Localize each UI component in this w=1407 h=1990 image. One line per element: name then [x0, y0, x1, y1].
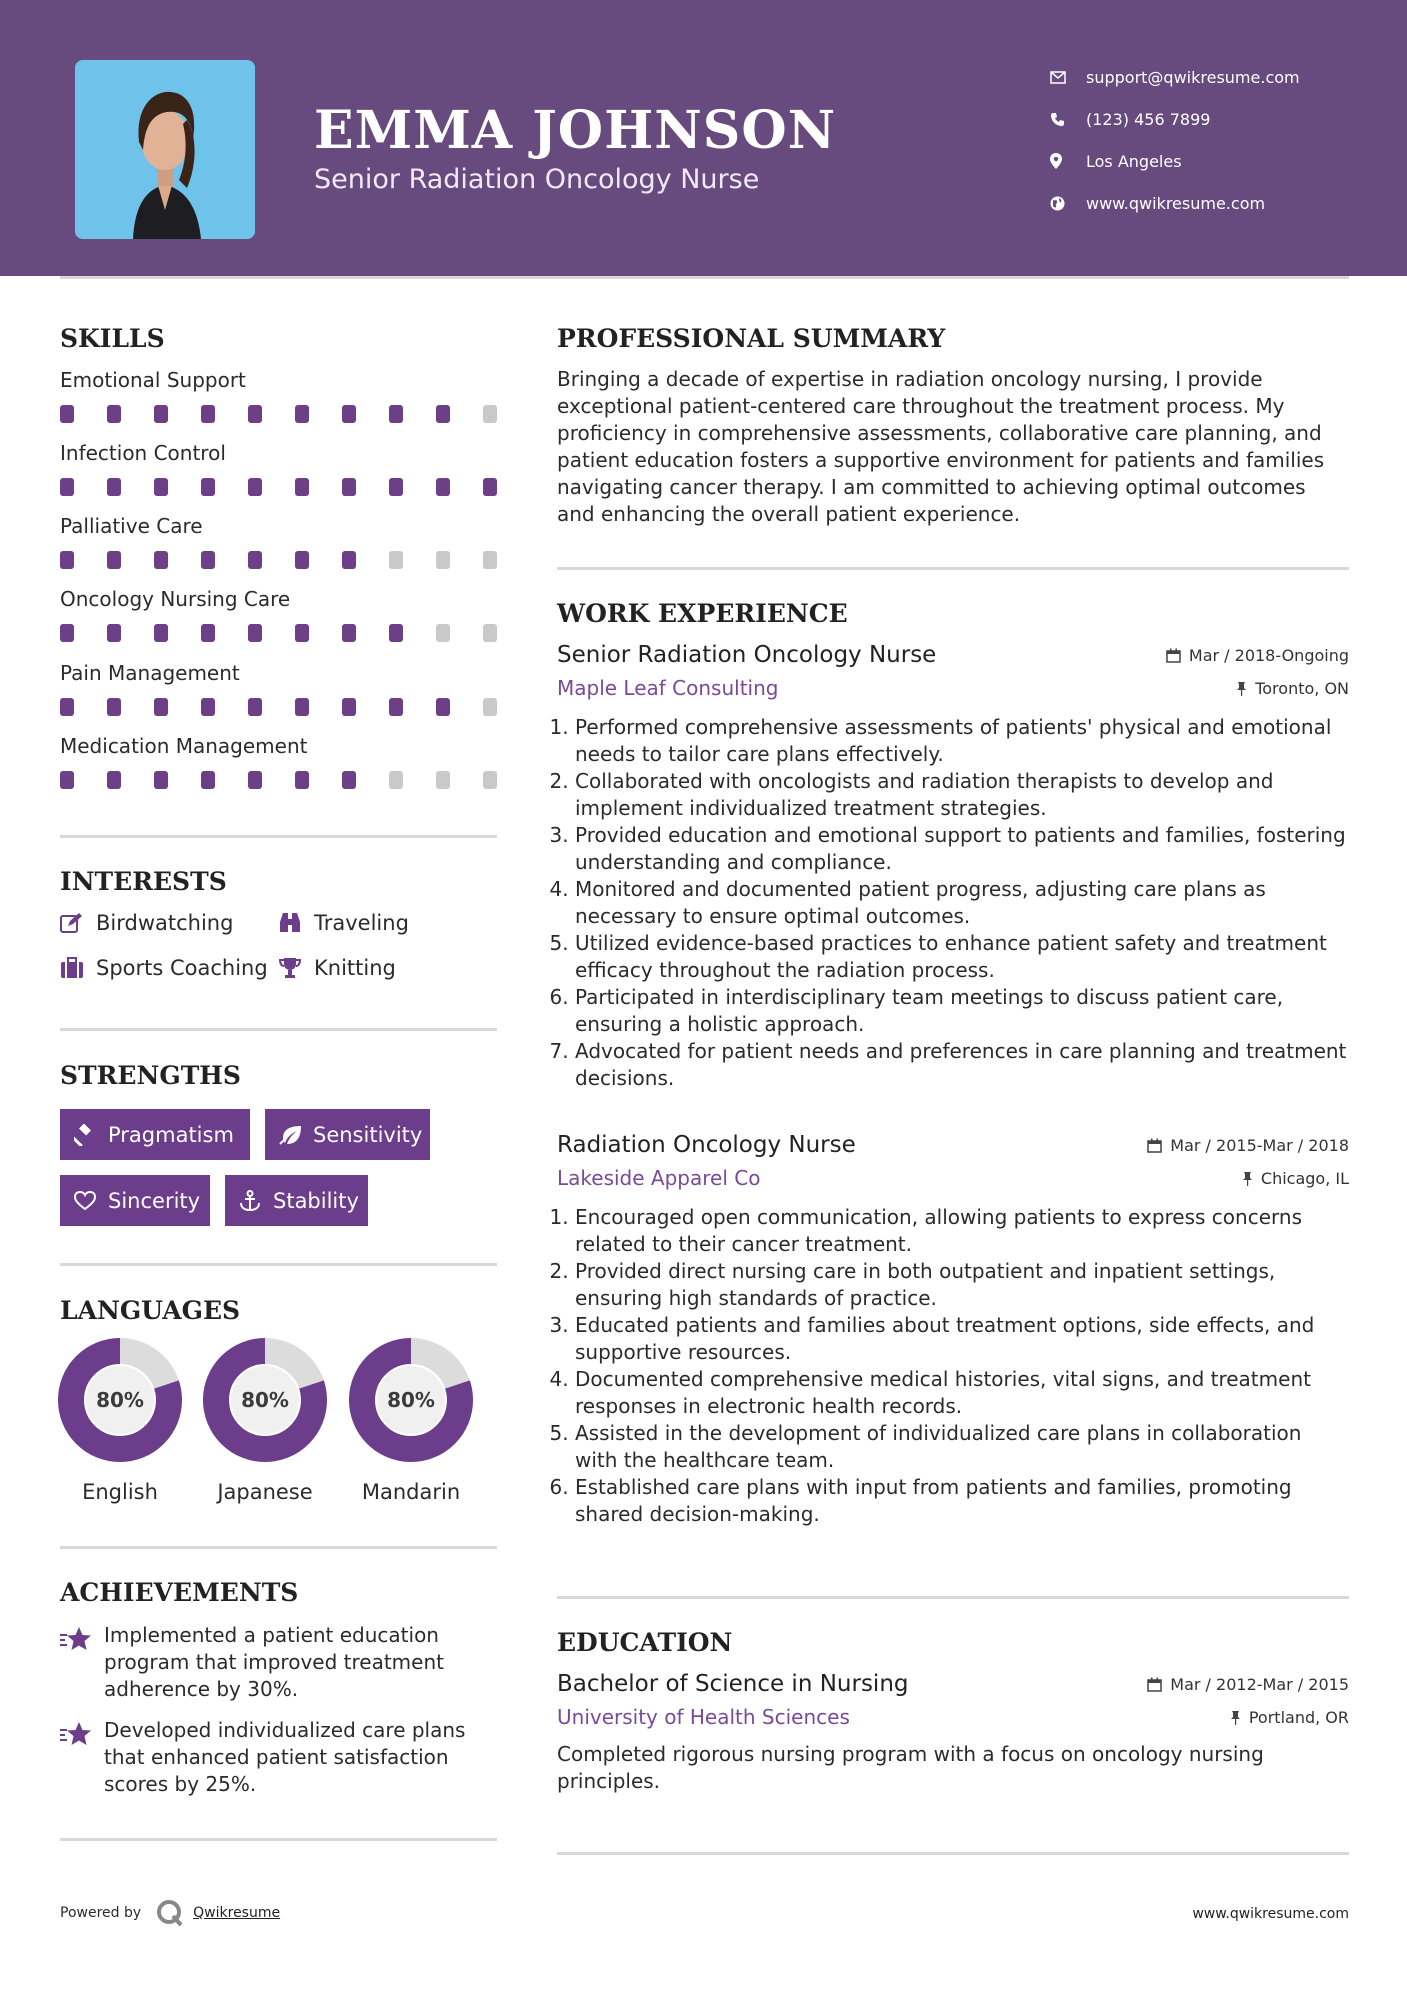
strength-badge: Sensitivity: [265, 1109, 430, 1160]
degree-title: Bachelor of Science in Nursing: [557, 1671, 909, 1697]
briefcase-icon: [60, 957, 96, 979]
trophy-icon: [278, 957, 314, 979]
rating-dot: [60, 771, 74, 789]
rating-dot: [342, 551, 356, 569]
rating-dot: [342, 771, 356, 789]
contact-location[interactable]: Los Angeles: [1050, 140, 1300, 182]
resume-header: [0, 0, 1407, 276]
contact-phone[interactable]: (123) 456 7899: [1050, 98, 1300, 140]
rating-dot: [154, 478, 168, 496]
rating-dot: [154, 698, 168, 716]
star-icon: [60, 1717, 104, 1798]
rating-dot: [60, 551, 74, 569]
leaf-icon: [279, 1125, 313, 1145]
footer-website[interactable]: www.qwikresume.com: [1192, 1906, 1349, 1922]
job-bullet: 1. Performed comprehensive assessments of patients' physical and emotional needs to tailor care plans effectively.: [575, 714, 1349, 768]
job-bullet: 1. Encouraged open communication, allowing patients to express concerns related to their cancer treatment.: [575, 1204, 1349, 1258]
job-location: Toronto, ON: [1236, 679, 1349, 698]
education-dates: Mar / 2012-Mar / 2015: [1147, 1675, 1349, 1694]
skill-name: Emotional Support: [60, 368, 246, 392]
education-heading: EDUCATION: [557, 1628, 733, 1657]
rating-dot: [60, 478, 74, 496]
section-divider: [60, 1838, 497, 1841]
rating-dot: [201, 551, 215, 569]
job-bullet: 5. Utilized evidence-based practices to enhance patient safety and treatment efficacy throughout the radiation process.: [575, 930, 1349, 984]
job-bullet: 2. Collaborated with oncologists and radiation therapists to develop and implement individualized treatment strategies.: [575, 768, 1349, 822]
phone-icon: [1050, 112, 1086, 127]
rating-dot: [483, 624, 497, 642]
rating-dot: [295, 771, 309, 789]
skill-rating: [60, 478, 500, 496]
education-entry: [557, 1671, 1349, 1795]
pushpin-icon: [1242, 1171, 1253, 1186]
anchor-icon: [239, 1190, 273, 1212]
rating-dot: [483, 551, 497, 569]
rating-dot: [295, 405, 309, 423]
rating-dot: [248, 551, 262, 569]
section-divider: [557, 1852, 1349, 1855]
rating-dot: [295, 698, 309, 716]
rating-dot: [342, 478, 356, 496]
achievement-item: Implemented a patient education program that improved treatment adherence by 30%.: [60, 1622, 500, 1703]
achievements-heading: ACHIEVEMENTS: [60, 1578, 299, 1607]
job-entry: [557, 1132, 1349, 1528]
rating-dot: [201, 771, 215, 789]
gavel-icon: [74, 1124, 108, 1146]
rating-dot: [342, 698, 356, 716]
interest-item: Traveling: [278, 911, 409, 935]
skill-rating: [60, 771, 500, 789]
rating-dot: [107, 551, 121, 569]
job-title: Radiation Oncology Nurse: [557, 1132, 856, 1158]
rating-dot: [483, 698, 497, 716]
rating-dot: [248, 405, 262, 423]
summary-text: Bringing a decade of expertise in radiation oncology nursing, I provide exceptional patient-centered care throughout the treatment process. My proficiency in comprehensive assessments, collaborative care planning, and patient education fosters a supportive environment for patients and families navigating cancer therapy. I am committed to achieving optimal outcomes and enhancing the overall patient experience.: [557, 367, 1325, 526]
job-bullet: 6. Participated in interdisciplinary team meetings to discuss patient care, ensuring a holistic approach.: [575, 984, 1349, 1038]
job-company: Maple Leaf Consulting: [557, 676, 779, 700]
education-location: Portland, OR: [1230, 1708, 1349, 1727]
rating-dot: [248, 771, 262, 789]
pencil-square-icon: [60, 912, 96, 934]
interest-item: Knitting: [278, 956, 396, 980]
rating-dot: [436, 624, 450, 642]
job-entry: [557, 642, 1349, 1092]
language-item: [58, 1338, 182, 1504]
rating-dot: [483, 771, 497, 789]
rating-dot: [342, 624, 356, 642]
rating-dot: [154, 624, 168, 642]
job-bullets: [557, 1204, 1349, 1528]
rating-dot: [154, 771, 168, 789]
rating-dot: [201, 624, 215, 642]
rating-dot: [248, 698, 262, 716]
footer-powered-by: Powered by Qwikresume: [60, 1898, 280, 1928]
rating-dot: [389, 624, 403, 642]
star-icon: [60, 1622, 104, 1703]
skill-rating: [60, 624, 500, 642]
language-item: [203, 1338, 327, 1504]
header-divider: [60, 276, 1349, 279]
calendar-icon: [1166, 648, 1181, 663]
language-percent: 80%: [241, 1388, 289, 1412]
qwikresume-logo-icon: [155, 1898, 185, 1928]
language-item: [349, 1338, 473, 1504]
language-name: Mandarin: [361, 1480, 461, 1504]
candidate-name: EMMA JOHNSON: [314, 100, 837, 161]
summary-heading: PROFESSIONAL SUMMARY: [557, 324, 946, 353]
rating-dot: [295, 551, 309, 569]
rating-dot: [107, 478, 121, 496]
interests-heading: INTERESTS: [60, 867, 227, 896]
job-bullets: [557, 714, 1349, 1092]
job-dates: Mar / 2015-Mar / 2018: [1147, 1136, 1349, 1155]
job-bullet: 2. Provided direct nursing care in both outpatient and inpatient settings, ensuring high standards of practice.: [575, 1258, 1349, 1312]
job-company: Lakeside Apparel Co: [557, 1166, 761, 1190]
strength-badge: Sincerity: [60, 1175, 210, 1226]
section-divider: [60, 1546, 497, 1549]
skill-name: Medication Management: [60, 734, 308, 758]
globe-icon: [1050, 196, 1086, 211]
pushpin-icon: [1230, 1710, 1241, 1725]
contact-website[interactable]: www.qwikresume.com: [1050, 182, 1300, 224]
rating-dot: [201, 478, 215, 496]
skills-heading: SKILLS: [60, 324, 165, 353]
rating-dot: [436, 551, 450, 569]
rating-dot: [436, 405, 450, 423]
language-percent: 80%: [96, 1388, 144, 1412]
rating-dot: [60, 405, 74, 423]
rating-dot: [248, 624, 262, 642]
rating-dot: [436, 698, 450, 716]
section-divider: [557, 1596, 1349, 1599]
section-divider: [60, 1263, 497, 1266]
job-bullet: 6. Established care plans with input from patients and families, promoting shared decision-making.: [575, 1474, 1349, 1528]
interest-item: Sports Coaching: [60, 956, 268, 980]
languages-heading: LANGUAGES: [60, 1296, 241, 1325]
language-name: English: [82, 1480, 158, 1504]
school-name: University of Health Sciences: [557, 1705, 850, 1729]
section-divider: [60, 1028, 497, 1031]
rating-dot: [389, 551, 403, 569]
language-percent: 80%: [387, 1388, 435, 1412]
job-bullet: 4. Documented comprehensive medical histories, vital signs, and treatment responses in electronic health records.: [575, 1366, 1349, 1420]
binoculars-icon: [278, 912, 314, 934]
profile-photo: [75, 60, 255, 239]
rating-dot: [483, 405, 497, 423]
calendar-icon: [1147, 1138, 1162, 1153]
rating-dot: [389, 405, 403, 423]
rating-dot: [295, 624, 309, 642]
rating-dot: [389, 478, 403, 496]
interest-item: Birdwatching: [60, 911, 233, 935]
rating-dot: [107, 771, 121, 789]
qwikresume-link[interactable]: Qwikresume: [193, 1905, 281, 1921]
rating-dot: [248, 478, 262, 496]
skill-name: Infection Control: [60, 441, 226, 465]
achievement-item: Developed individualized care plans that enhanced patient satisfaction scores by 25%.: [60, 1717, 500, 1798]
candidate-title: Senior Radiation Oncology Nurse: [314, 164, 760, 195]
skill-name: Palliative Care: [60, 514, 203, 538]
job-bullet: 3. Educated patients and families about treatment options, side effects, and supportive resources.: [575, 1312, 1349, 1366]
job-bullet: 7. Advocated for patient needs and preferences in care planning and treatment decisions.: [575, 1038, 1349, 1092]
experience-heading: WORK EXPERIENCE: [557, 599, 848, 628]
rating-dot: [483, 478, 497, 496]
job-bullet: 4. Monitored and documented patient progress, adjusting care plans as necessary to ensure optimal outcomes.: [575, 876, 1349, 930]
job-bullet: 5. Assisted in the development of individualized care plans in collaboration with the healthcare team.: [575, 1420, 1349, 1474]
rating-dot: [60, 624, 74, 642]
skill-name: Pain Management: [60, 661, 240, 685]
skill-name: Oncology Nursing Care: [60, 587, 291, 611]
strength-badge: Pragmatism: [60, 1109, 250, 1160]
job-bullet: 3. Provided education and emotional support to patients and families, fostering understanding and compliance.: [575, 822, 1349, 876]
education-description: Completed rigorous nursing program with a focus on oncology nursing principles.: [557, 1742, 1264, 1793]
strengths-heading: STRENGTHS: [60, 1061, 241, 1090]
rating-dot: [107, 698, 121, 716]
rating-dot: [107, 624, 121, 642]
pushpin-icon: [1236, 681, 1247, 696]
rating-dot: [389, 698, 403, 716]
skill-rating: [60, 698, 500, 716]
rating-dot: [295, 478, 309, 496]
map-pin-icon: [1050, 153, 1086, 169]
rating-dot: [436, 771, 450, 789]
contact-info: [1050, 56, 1300, 224]
skill-rating: [60, 405, 500, 423]
rating-dot: [436, 478, 450, 496]
strength-badge: Stability: [225, 1175, 368, 1226]
job-title: Senior Radiation Oncology Nurse: [557, 642, 937, 668]
rating-dot: [342, 405, 356, 423]
skill-rating: [60, 551, 500, 569]
job-dates: Mar / 2018-Ongoing: [1166, 646, 1349, 665]
rating-dot: [107, 405, 121, 423]
rating-dot: [154, 551, 168, 569]
envelope-icon: [1050, 71, 1086, 84]
contact-email[interactable]: support@qwikresume.com: [1050, 56, 1300, 98]
rating-dot: [154, 405, 168, 423]
job-location: Chicago, IL: [1242, 1169, 1349, 1188]
calendar-icon: [1147, 1677, 1162, 1692]
rating-dot: [389, 771, 403, 789]
heart-icon: [74, 1191, 108, 1211]
section-divider: [60, 835, 497, 838]
rating-dot: [201, 405, 215, 423]
rating-dot: [201, 698, 215, 716]
language-name: Japanese: [217, 1480, 313, 1504]
rating-dot: [60, 698, 74, 716]
section-divider: [557, 567, 1349, 570]
